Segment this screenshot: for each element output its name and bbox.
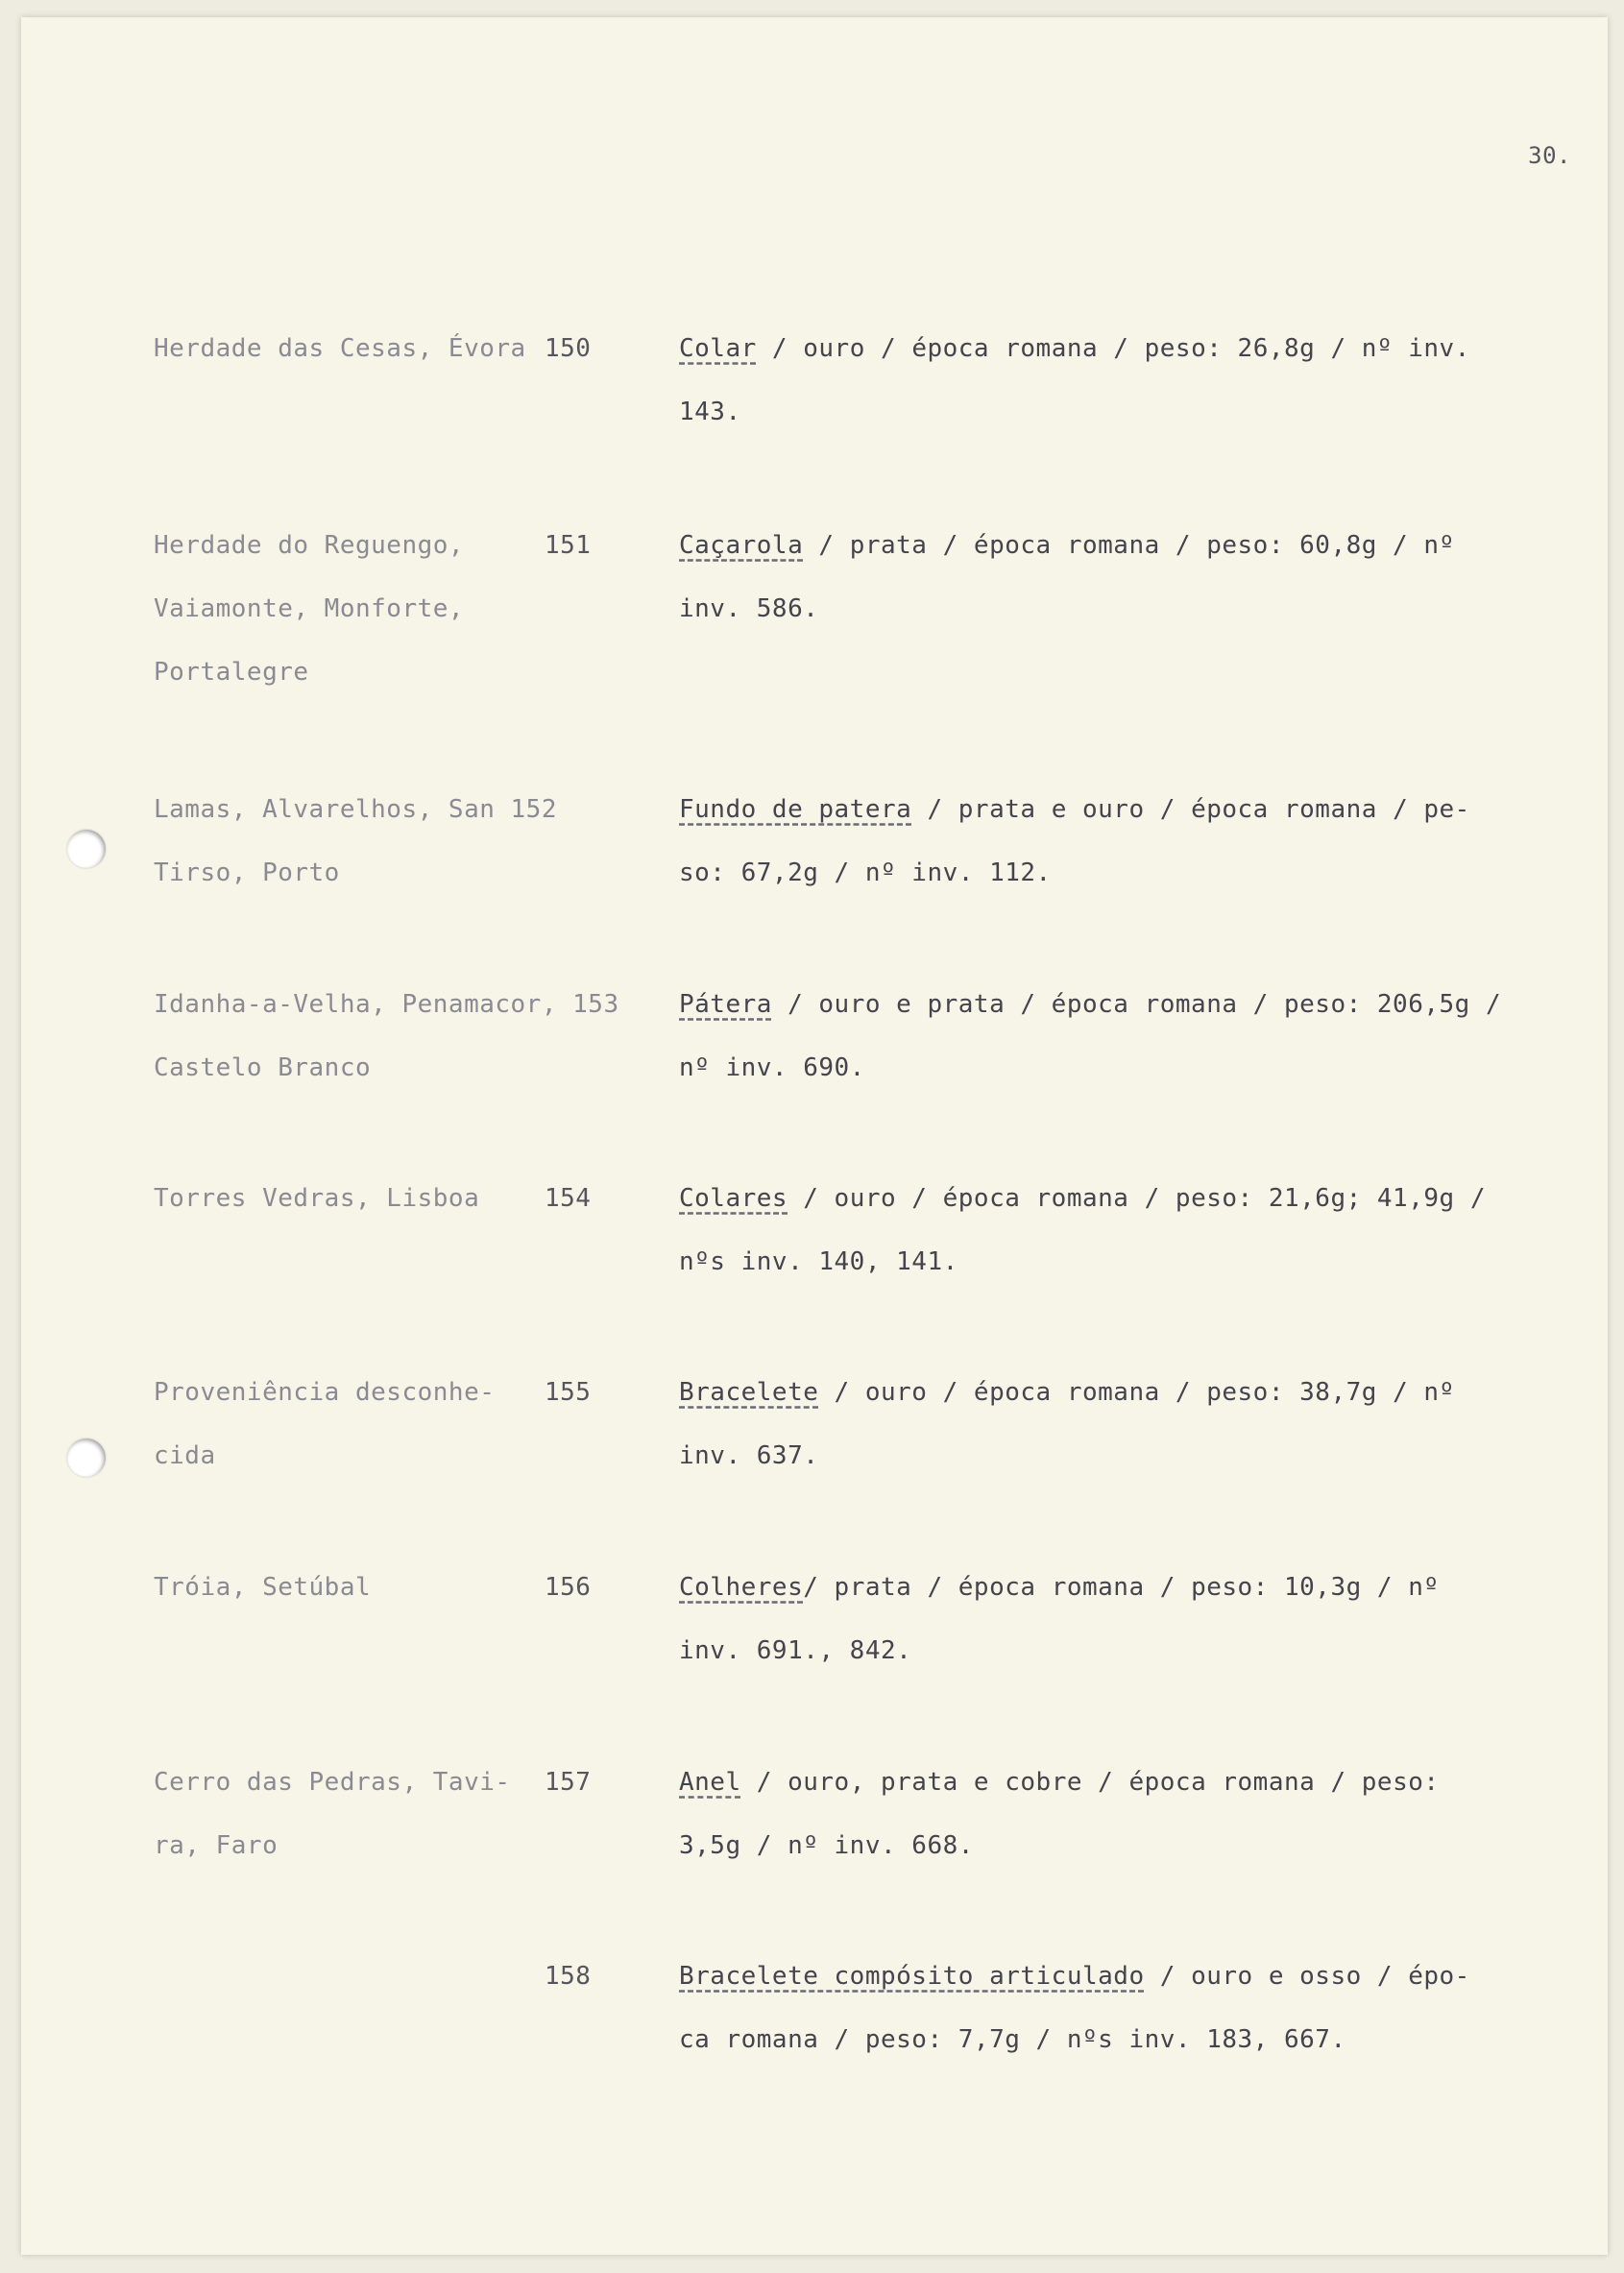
description-line: inv. 637. xyxy=(679,1441,819,1470)
description-line: 3,5g / nº inv. 668. xyxy=(679,1831,974,1860)
entry-location xyxy=(154,1573,567,1636)
location-line: ra, Faro xyxy=(154,1831,279,1860)
location-line: Cerro das Pedras, Tavi- xyxy=(154,1768,511,1797)
entry-description xyxy=(679,1573,1534,1700)
item-details: / ouro, prata e cobre / época romana / peso: xyxy=(740,1768,1440,1797)
entry-location xyxy=(154,531,567,721)
location-line: Lamas, Alvarelhos, San 152 xyxy=(154,795,557,824)
item-details: / ouro / época romana / peso: 21,6g; 41,9g / xyxy=(788,1184,1486,1213)
entry-location xyxy=(154,795,567,922)
entry-description xyxy=(679,1378,1534,1505)
entry-number: 154 xyxy=(545,1184,592,1213)
entry-location xyxy=(154,1768,567,1895)
entry-location xyxy=(154,1184,567,1247)
entry-description xyxy=(679,531,1534,658)
item-details: / ouro / época romana / peso: 38,7g / nº xyxy=(818,1378,1455,1407)
item-title: Anel xyxy=(679,1768,741,1797)
entry-number: 155 xyxy=(545,1378,592,1407)
item-details: / prata e ouro / época romana / pe- xyxy=(911,795,1470,824)
item-title: Colares xyxy=(679,1184,788,1213)
entry-description xyxy=(679,334,1534,461)
description-line: inv. 586. xyxy=(679,594,819,623)
item-title: Pátera xyxy=(679,990,772,1019)
description-line: nº inv. 690. xyxy=(679,1053,865,1082)
entry-description xyxy=(679,1768,1534,1895)
item-title: Bracelete compósito articulado xyxy=(679,1962,1145,1991)
item-title: Fundo de patera xyxy=(679,795,912,824)
location-line: Herdade das Cesas, Évora xyxy=(154,334,526,363)
punch-hole-top xyxy=(67,830,106,868)
item-title: Colheres xyxy=(679,1573,804,1602)
location-line: Tirso, Porto xyxy=(154,858,340,887)
item-details: / prata / época romana / peso: 10,3g / nº xyxy=(803,1573,1440,1602)
entry-description xyxy=(679,990,1534,1117)
item-details: / ouro e osso / épo- xyxy=(1144,1962,1470,1991)
item-title: Bracelete xyxy=(679,1378,819,1407)
entry-number: 157 xyxy=(545,1768,592,1797)
item-details: / ouro / época romana / peso: 26,8g / nº inv. xyxy=(756,334,1470,363)
entry-number: 156 xyxy=(545,1573,592,1602)
item-details: / prata / época romana / peso: 60,8g / nº xyxy=(803,531,1455,560)
item-title: Colar xyxy=(679,334,757,363)
location-line: Portalegre xyxy=(154,658,309,687)
entry-description xyxy=(679,1962,1534,2089)
location-line: Castelo Branco xyxy=(154,1053,372,1082)
location-line: Proveniência desconhe- xyxy=(154,1378,496,1407)
item-details: / ouro e prata / época romana / peso: 206,5g / xyxy=(771,990,1502,1019)
entry-location xyxy=(154,334,567,398)
description-line: 143. xyxy=(679,398,741,426)
entry-description xyxy=(679,795,1534,922)
location-line: Idanha-a-Velha, Penamacor, 153 xyxy=(154,990,619,1019)
description-line: so: 67,2g / nº inv. 112. xyxy=(679,858,1052,887)
entry-description xyxy=(679,1184,1534,1311)
page-number: 30. xyxy=(1528,142,1571,169)
item-title: Caçarola xyxy=(679,531,804,560)
entry-number: 151 xyxy=(545,531,592,560)
entry-number: 158 xyxy=(545,1962,592,1991)
document-page xyxy=(21,17,1608,2255)
entry-location xyxy=(154,990,619,1117)
description-line: inv. 691., 842. xyxy=(679,1636,912,1665)
location-line: Herdade do Reguengo, xyxy=(154,531,465,560)
location-line: cida xyxy=(154,1441,216,1470)
entry-location xyxy=(154,1378,567,1505)
location-line: Tróia, Setúbal xyxy=(154,1573,372,1602)
location-line: Torres Vedras, Lisboa xyxy=(154,1184,480,1213)
description-line: nºs inv. 140, 141. xyxy=(679,1247,958,1276)
description-line: ca romana / peso: 7,7g / nºs inv. 183, 667. xyxy=(679,2025,1346,2054)
location-line: Vaiamonte, Monforte, xyxy=(154,594,465,623)
entry-number: 150 xyxy=(545,334,592,363)
punch-hole-bottom xyxy=(67,1439,106,1477)
